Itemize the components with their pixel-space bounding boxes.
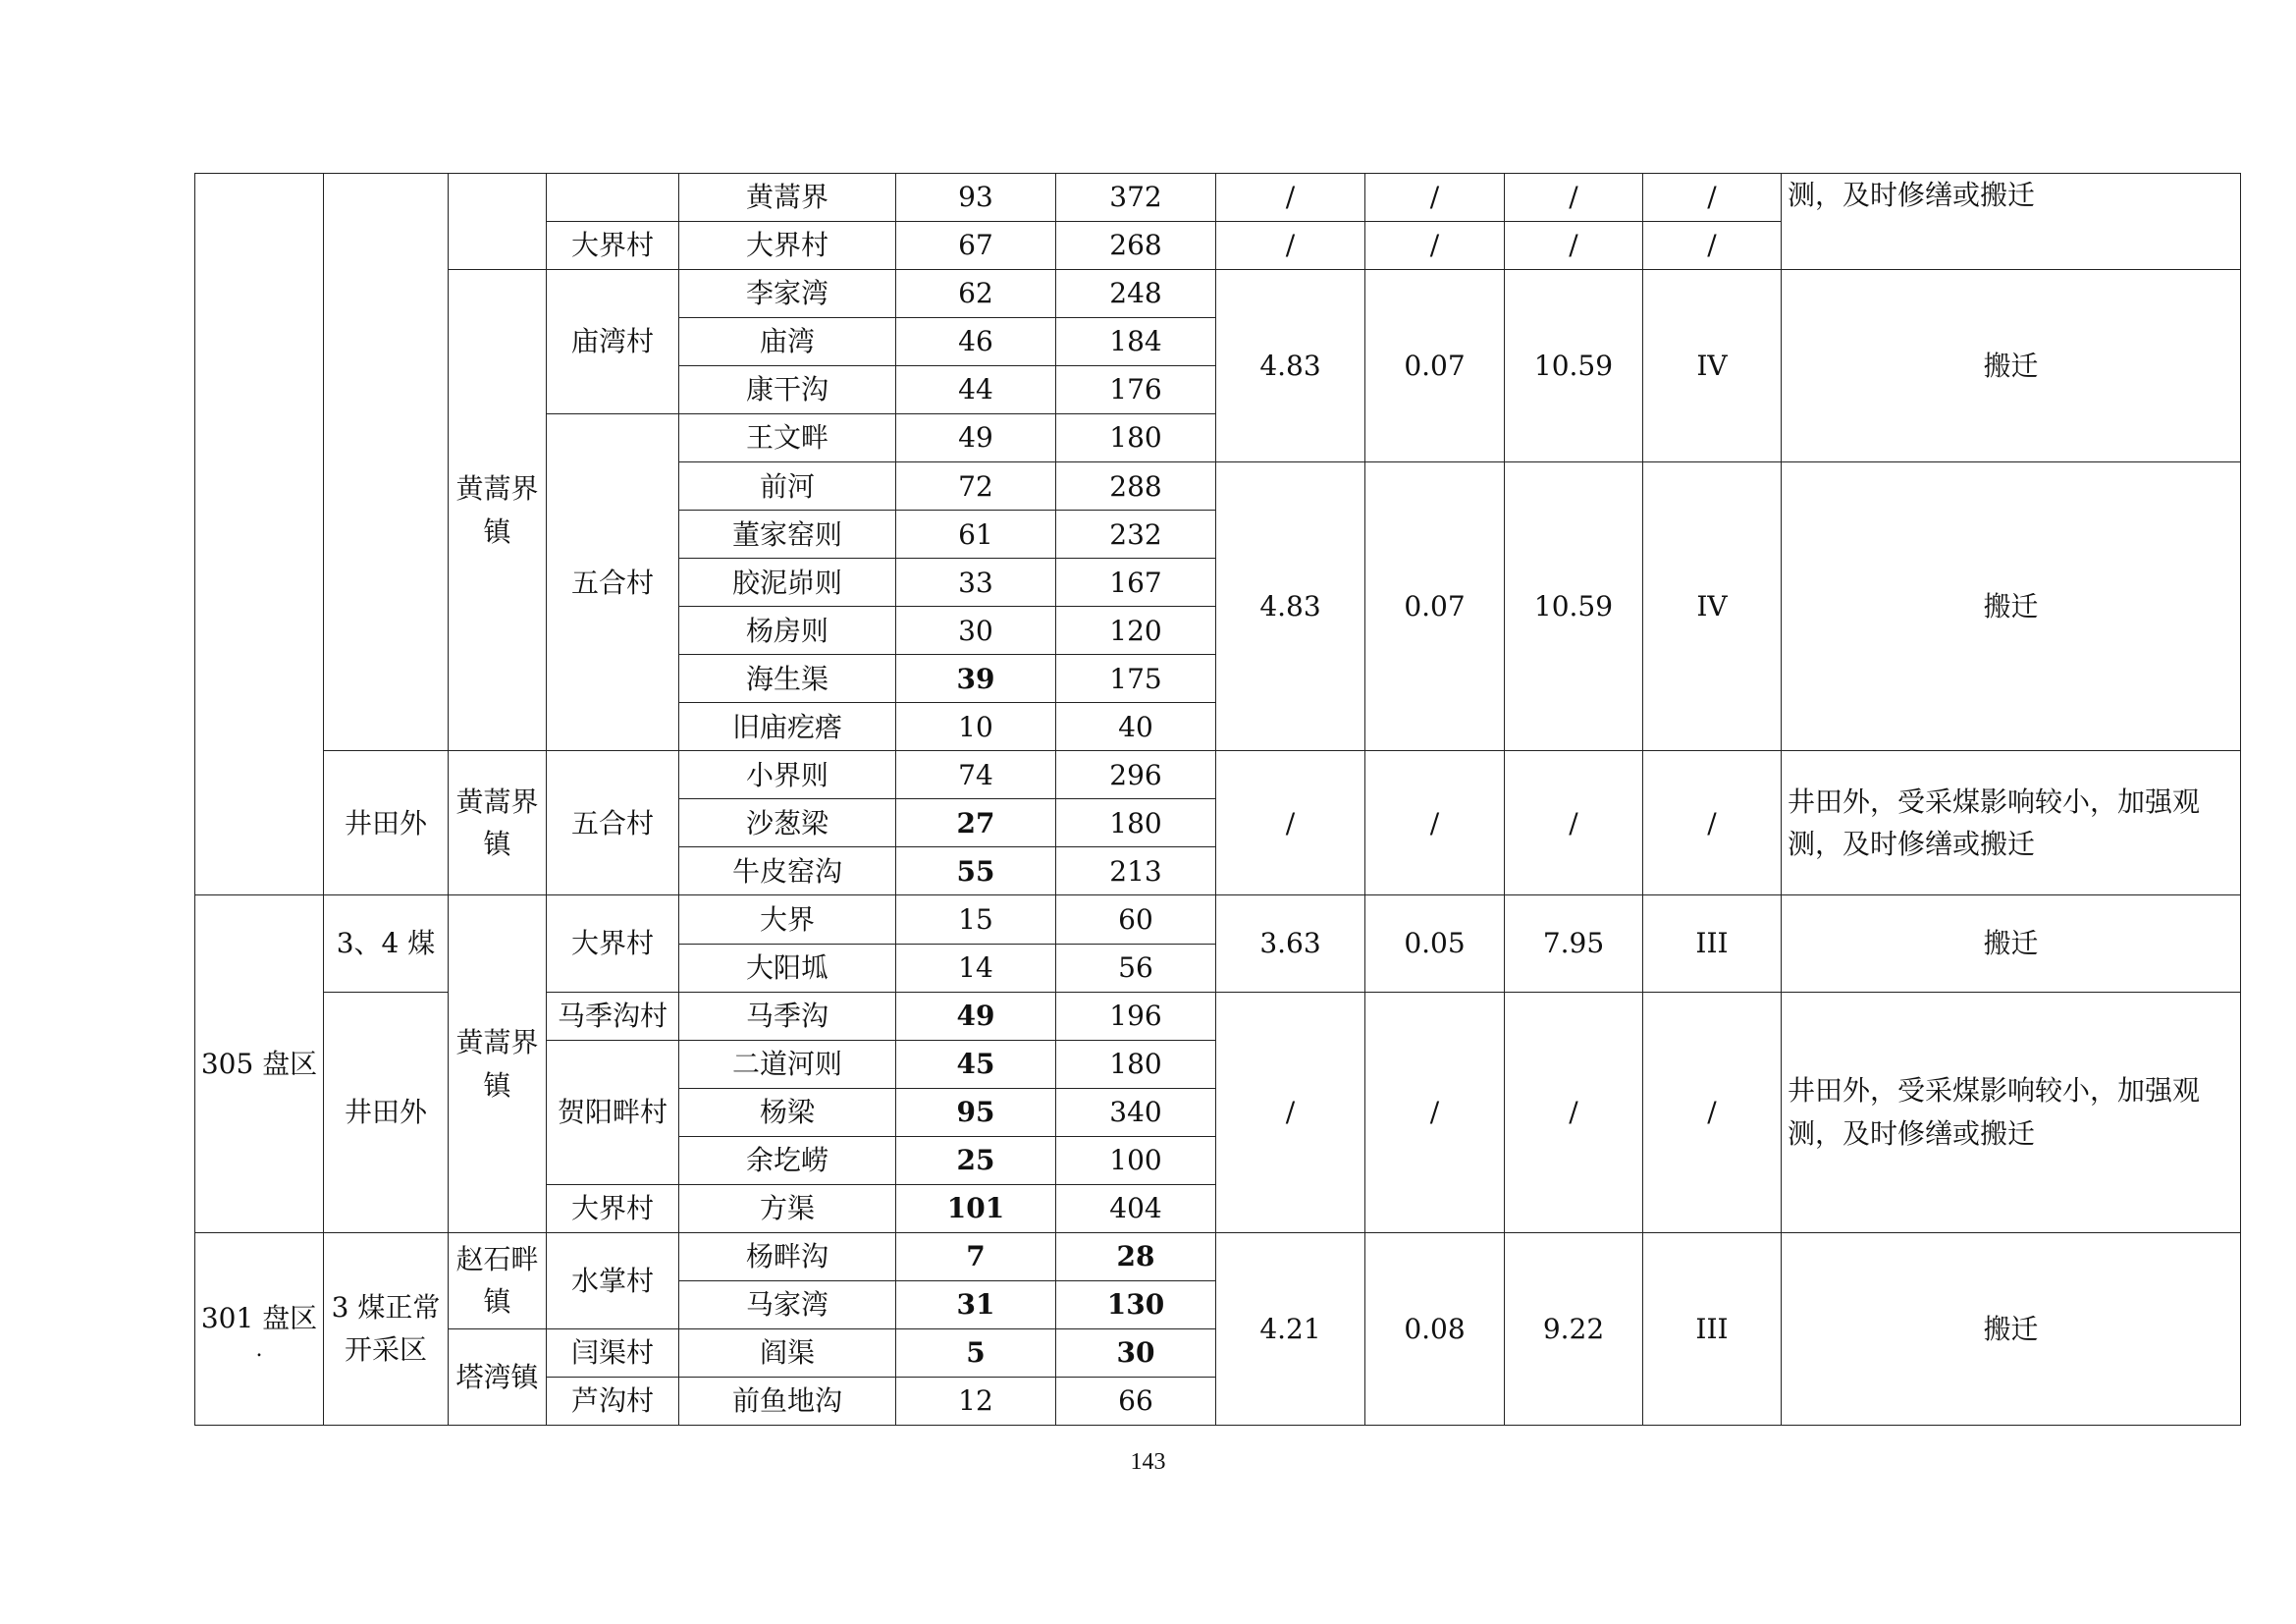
village-cell: 大界 xyxy=(679,895,896,944)
subsidence-cell: 4.21 xyxy=(1216,1232,1365,1425)
village-cell: 王文畔 xyxy=(679,414,896,462)
households-cell: 67 xyxy=(896,222,1056,270)
people-cell: 340 xyxy=(1056,1088,1216,1136)
households-cell: 61 xyxy=(896,511,1056,559)
area-cell: 305 盘区 xyxy=(195,895,324,1232)
admin-village-cell: 水掌村 xyxy=(547,1232,679,1328)
village-cell: 前鱼地沟 xyxy=(679,1377,896,1425)
town-cell: 塔湾镇 xyxy=(449,1328,547,1425)
village-cell: 海生渠 xyxy=(679,655,896,703)
tilt-cell: / xyxy=(1365,992,1505,1232)
people-cell: 268 xyxy=(1056,222,1216,270)
measure-cell: 搬迁 xyxy=(1782,895,2241,992)
village-cell: 杨房则 xyxy=(679,607,896,655)
damage-level-cell: / xyxy=(1643,174,1782,222)
subsidence-cell: / xyxy=(1216,751,1365,895)
town-cell: 赵石畔镇 xyxy=(449,1232,547,1328)
village-cell: 沙葱梁 xyxy=(679,799,896,847)
tilt-cell: 0.07 xyxy=(1365,270,1505,462)
damage-level-cell: / xyxy=(1643,992,1782,1232)
damage-level-cell: IV xyxy=(1643,270,1782,462)
people-cell: 40 xyxy=(1056,703,1216,751)
people-cell: 180 xyxy=(1056,1040,1216,1088)
admin-village-cell: 五合村 xyxy=(547,751,679,895)
table-row xyxy=(195,751,2241,799)
damage-level-cell: / xyxy=(1643,751,1782,895)
households-cell: 49 xyxy=(896,414,1056,462)
households-cell: 25 xyxy=(896,1136,1056,1184)
village-cell: 黄蒿界 xyxy=(679,174,896,222)
area-label: 301 盘区 xyxy=(200,1301,318,1334)
subsidence-cell: / xyxy=(1216,992,1365,1232)
people-cell: 167 xyxy=(1056,559,1216,607)
admin-village-cell: 大界村 xyxy=(547,895,679,992)
scope-cell: 井田外 xyxy=(324,992,449,1232)
people-cell: 66 xyxy=(1056,1377,1216,1425)
admin-village-cell: 五合村 xyxy=(547,414,679,751)
people-cell: 288 xyxy=(1056,462,1216,511)
subsidence-cell: / xyxy=(1216,174,1365,222)
subsidence-cell: 4.83 xyxy=(1216,270,1365,462)
curvature-cell: / xyxy=(1505,751,1643,895)
tilt-cell: / xyxy=(1365,222,1505,270)
subsidence-cell: 3.63 xyxy=(1216,895,1365,992)
households-cell: 39 xyxy=(896,655,1056,703)
people-cell: 176 xyxy=(1056,366,1216,414)
town-cell: 黄蒿界镇 xyxy=(449,751,547,895)
area-label-mark: . xyxy=(255,1337,263,1363)
village-cell: 杨梁 xyxy=(679,1088,896,1136)
households-cell: 72 xyxy=(896,462,1056,511)
measure-cell: 搬迁 xyxy=(1782,462,2241,751)
admin-village-cell: 马季沟村 xyxy=(547,992,679,1040)
village-cell: 前河 xyxy=(679,462,896,511)
village-cell: 大阳坬 xyxy=(679,944,896,992)
scope-cell: 3、4 煤 xyxy=(324,895,449,992)
village-cell: 余圪崂 xyxy=(679,1136,896,1184)
tilt-cell: / xyxy=(1365,174,1505,222)
curvature-cell: 10.59 xyxy=(1505,270,1643,462)
village-cell: 小界则 xyxy=(679,751,896,799)
measure-cell: 井田外，受采煤影响较小，加强观测，及时修缮或搬迁 xyxy=(1782,992,2241,1232)
households-cell: 46 xyxy=(896,318,1056,366)
households-cell: 12 xyxy=(896,1377,1056,1425)
households-cell: 5 xyxy=(896,1328,1056,1377)
people-cell: 28 xyxy=(1056,1232,1216,1280)
page-number: 143 xyxy=(1130,1449,1166,1475)
village-cell: 方渠 xyxy=(679,1184,896,1232)
admin-village-cell-continued xyxy=(547,174,679,222)
damage-level-cell: / xyxy=(1643,222,1782,270)
village-cell: 董家窑则 xyxy=(679,511,896,559)
people-cell: 248 xyxy=(1056,270,1216,318)
village-cell: 阎渠 xyxy=(679,1328,896,1377)
people-cell: 404 xyxy=(1056,1184,1216,1232)
admin-village-cell: 大界村 xyxy=(547,222,679,270)
village-cell: 牛皮窑沟 xyxy=(679,847,896,895)
tilt-cell: 0.07 xyxy=(1365,462,1505,751)
measure-cell: 井田外，受采煤影响较小，加强观测，及时修缮或搬迁 xyxy=(1782,751,2241,895)
subsidence-cell: 4.83 xyxy=(1216,462,1365,751)
table-row xyxy=(195,270,2241,318)
households-cell: 55 xyxy=(896,847,1056,895)
people-cell: 372 xyxy=(1056,174,1216,222)
table-row xyxy=(195,174,2241,222)
village-cell: 杨畔沟 xyxy=(679,1232,896,1280)
admin-village-cell: 闫渠村 xyxy=(547,1328,679,1377)
village-cell: 胶泥峁则 xyxy=(679,559,896,607)
table-row xyxy=(195,1232,2241,1280)
town-cell-continued xyxy=(449,174,547,270)
town-cell: 黄蒿界镇 xyxy=(449,895,547,1232)
village-cell: 庙湾 xyxy=(679,318,896,366)
households-cell: 10 xyxy=(896,703,1056,751)
people-cell: 184 xyxy=(1056,318,1216,366)
people-cell: 180 xyxy=(1056,799,1216,847)
village-cell: 马季沟 xyxy=(679,992,896,1040)
people-cell: 180 xyxy=(1056,414,1216,462)
measure-cell: 测，及时修缮或搬迁 xyxy=(1782,174,2241,270)
curvature-cell: / xyxy=(1505,992,1643,1232)
measure-cell: 搬迁 xyxy=(1782,270,2241,462)
village-cell: 二道河则 xyxy=(679,1040,896,1088)
households-cell: 31 xyxy=(896,1280,1056,1328)
curvature-cell: 10.59 xyxy=(1505,462,1643,751)
table-row xyxy=(195,895,2241,944)
curvature-cell: 9.22 xyxy=(1505,1232,1643,1425)
admin-village-cell: 庙湾村 xyxy=(547,270,679,414)
people-cell: 213 xyxy=(1056,847,1216,895)
people-cell: 296 xyxy=(1056,751,1216,799)
tilt-cell: 0.08 xyxy=(1365,1232,1505,1425)
people-cell: 120 xyxy=(1056,607,1216,655)
damage-level-cell: III xyxy=(1643,1232,1782,1425)
village-cell: 旧庙疙瘩 xyxy=(679,703,896,751)
village-cell: 康干沟 xyxy=(679,366,896,414)
households-cell: 27 xyxy=(896,799,1056,847)
village-cell: 大界村 xyxy=(679,222,896,270)
tilt-cell: / xyxy=(1365,751,1505,895)
people-cell: 232 xyxy=(1056,511,1216,559)
measure-cell: 搬迁 xyxy=(1782,1232,2241,1425)
people-cell: 60 xyxy=(1056,895,1216,944)
curvature-cell: / xyxy=(1505,174,1643,222)
households-cell: 14 xyxy=(896,944,1056,992)
households-cell: 93 xyxy=(896,174,1056,222)
households-cell: 45 xyxy=(896,1040,1056,1088)
village-impact-table xyxy=(194,173,2241,1426)
households-cell: 101 xyxy=(896,1184,1056,1232)
people-cell: 196 xyxy=(1056,992,1216,1040)
village-cell: 马家湾 xyxy=(679,1280,896,1328)
scope-cell-continued xyxy=(324,174,449,751)
tilt-cell: 0.05 xyxy=(1365,895,1505,992)
curvature-cell: 7.95 xyxy=(1505,895,1643,992)
admin-village-cell: 芦沟村 xyxy=(547,1377,679,1425)
people-cell: 30 xyxy=(1056,1328,1216,1377)
damage-level-cell: III xyxy=(1643,895,1782,992)
households-cell: 7 xyxy=(896,1232,1056,1280)
area-cell-continued xyxy=(195,174,324,895)
people-cell: 56 xyxy=(1056,944,1216,992)
households-cell: 15 xyxy=(896,895,1056,944)
households-cell: 30 xyxy=(896,607,1056,655)
scope-cell: 井田外 xyxy=(324,751,449,895)
households-cell: 33 xyxy=(896,559,1056,607)
scope-cell: 3 煤正常开采区 xyxy=(324,1232,449,1425)
people-cell: 175 xyxy=(1056,655,1216,703)
admin-village-cell: 贺阳畔村 xyxy=(547,1040,679,1184)
people-cell: 130 xyxy=(1056,1280,1216,1328)
town-cell: 黄蒿界镇 xyxy=(449,270,547,751)
households-cell: 44 xyxy=(896,366,1056,414)
households-cell: 49 xyxy=(896,992,1056,1040)
households-cell: 95 xyxy=(896,1088,1056,1136)
admin-village-cell: 大界村 xyxy=(547,1184,679,1232)
households-cell: 62 xyxy=(896,270,1056,318)
area-cell xyxy=(195,1232,324,1425)
households-cell: 74 xyxy=(896,751,1056,799)
people-cell: 100 xyxy=(1056,1136,1216,1184)
damage-level-cell: IV xyxy=(1643,462,1782,751)
curvature-cell: / xyxy=(1505,222,1643,270)
village-cell: 李家湾 xyxy=(679,270,896,318)
subsidence-cell: / xyxy=(1216,222,1365,270)
